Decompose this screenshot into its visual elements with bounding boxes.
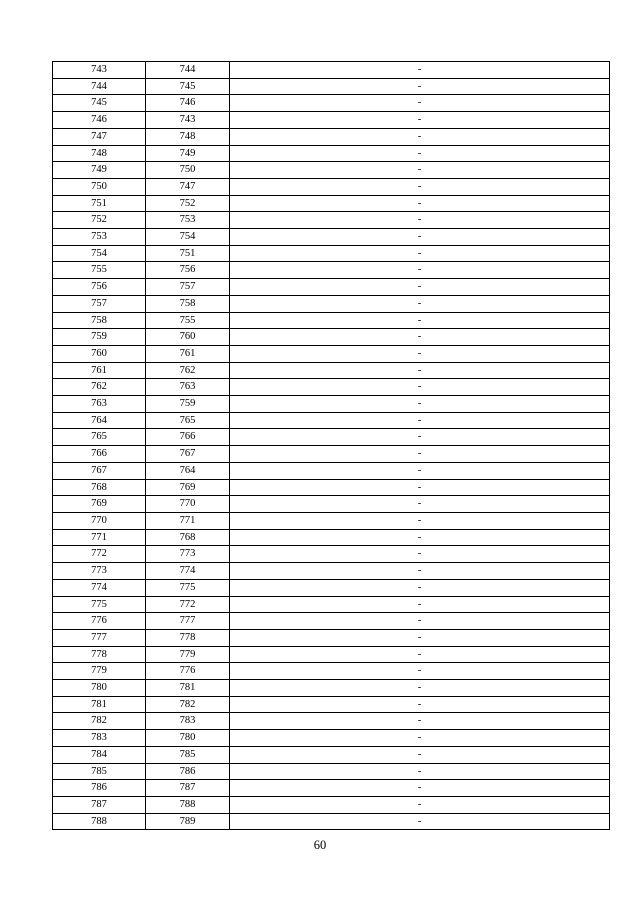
table-cell-col2: 789 <box>146 813 230 830</box>
table-cell-col1: 755 <box>53 262 146 279</box>
table-cell-col1: 788 <box>53 813 146 830</box>
table-cell-col1: 782 <box>53 713 146 730</box>
table-cell-col1: 772 <box>53 546 146 563</box>
table-cell-col3: - <box>230 763 610 780</box>
table-cell-col2: 762 <box>146 362 230 379</box>
table-row <box>53 396 610 413</box>
table-row <box>53 295 610 312</box>
table-cell-col2: 760 <box>146 329 230 346</box>
table-row <box>53 62 610 79</box>
table-cell-col2: 761 <box>146 345 230 362</box>
table-cell-col3: - <box>230 730 610 747</box>
table-cell-col3: - <box>230 579 610 596</box>
table-cell-col3: - <box>230 279 610 296</box>
table-cell-col2: 778 <box>146 629 230 646</box>
table-cell-col3: - <box>230 429 610 446</box>
table-cell-col2: 743 <box>146 112 230 129</box>
table-cell-col3: - <box>230 112 610 129</box>
table-cell-col2: 750 <box>146 162 230 179</box>
table-cell-col3: - <box>230 746 610 763</box>
table-cell-col3: - <box>230 396 610 413</box>
table-cell-col1: 783 <box>53 730 146 747</box>
table-cell-col3: - <box>230 78 610 95</box>
table-cell-col2: 775 <box>146 579 230 596</box>
table-row <box>53 763 610 780</box>
table-row <box>53 195 610 212</box>
table-cell-col1: 781 <box>53 696 146 713</box>
table-row <box>53 329 610 346</box>
table-row <box>53 229 610 246</box>
table-cell-col1: 774 <box>53 579 146 596</box>
table-cell-col1: 744 <box>53 78 146 95</box>
table-cell-col2: 785 <box>146 746 230 763</box>
table-cell-col3: - <box>230 546 610 563</box>
table-cell-col3: - <box>230 780 610 797</box>
table-cell-col3: - <box>230 512 610 529</box>
table-cell-col1: 779 <box>53 663 146 680</box>
table-cell-col1: 770 <box>53 512 146 529</box>
table-cell-col3: - <box>230 362 610 379</box>
table-row <box>53 579 610 596</box>
table-cell-col2: 787 <box>146 780 230 797</box>
table-cell-col2: 747 <box>146 178 230 195</box>
table-cell-col3: - <box>230 95 610 112</box>
table-row <box>53 496 610 513</box>
table-cell-col2: 773 <box>146 546 230 563</box>
table-row <box>53 796 610 813</box>
table-cell-col1: 754 <box>53 245 146 262</box>
table-cell-col1: 745 <box>53 95 146 112</box>
table-row <box>53 479 610 496</box>
table-cell-col1: 761 <box>53 362 146 379</box>
table-cell-col1: 757 <box>53 295 146 312</box>
table-cell-col3: - <box>230 496 610 513</box>
table-cell-col3: - <box>230 62 610 79</box>
table-row <box>53 78 610 95</box>
table-row <box>53 162 610 179</box>
table-cell-col1: 785 <box>53 763 146 780</box>
table-cell-col3: - <box>230 663 610 680</box>
table-row <box>53 312 610 329</box>
table-cell-col1: 767 <box>53 462 146 479</box>
table-cell-col1: 762 <box>53 379 146 396</box>
table-cell-col1: 768 <box>53 479 146 496</box>
table-cell-col3: - <box>230 596 610 613</box>
table-cell-col3: - <box>230 680 610 697</box>
table-cell-col1: 760 <box>53 345 146 362</box>
table-cell-col3: - <box>230 178 610 195</box>
table-row <box>53 345 610 362</box>
table-cell-col3: - <box>230 446 610 463</box>
table-row <box>53 128 610 145</box>
table-cell-col3: - <box>230 696 610 713</box>
table-cell-col2: 748 <box>146 128 230 145</box>
table-cell-col2: 777 <box>146 613 230 630</box>
table-cell-col3: - <box>230 212 610 229</box>
table-cell-col3: - <box>230 329 610 346</box>
table-row <box>53 262 610 279</box>
table-cell-col3: - <box>230 379 610 396</box>
table-row <box>53 746 610 763</box>
table-cell-col3: - <box>230 412 610 429</box>
table-cell-col1: 747 <box>53 128 146 145</box>
table-cell-col3: - <box>230 128 610 145</box>
table-cell-col2: 769 <box>146 479 230 496</box>
table-cell-col3: - <box>230 462 610 479</box>
table-cell-col1: 753 <box>53 229 146 246</box>
table-cell-col2: 780 <box>146 730 230 747</box>
table-cell-col3: - <box>230 629 610 646</box>
page-number: 60 <box>313 838 327 852</box>
table-cell-col1: 776 <box>53 613 146 630</box>
table-row <box>53 379 610 396</box>
table-row <box>53 813 610 830</box>
table-cell-col3: - <box>230 713 610 730</box>
table-cell-col1: 746 <box>53 112 146 129</box>
table-cell-col1: 769 <box>53 496 146 513</box>
table-row <box>53 462 610 479</box>
table-cell-col2: 764 <box>146 462 230 479</box>
table-cell-col1: 743 <box>53 62 146 79</box>
table-row <box>53 412 610 429</box>
table-cell-col3: - <box>230 646 610 663</box>
table-cell-col2: 772 <box>146 596 230 613</box>
table-cell-col2: 779 <box>146 646 230 663</box>
table-row <box>53 696 610 713</box>
table-row <box>53 145 610 162</box>
table-cell-col1: 749 <box>53 162 146 179</box>
table-cell-col2: 771 <box>146 512 230 529</box>
table-cell-col3: - <box>230 262 610 279</box>
table-cell-col1: 787 <box>53 796 146 813</box>
table-cell-col3: - <box>230 479 610 496</box>
table-row <box>53 512 610 529</box>
table-row <box>53 529 610 546</box>
table-row <box>53 629 610 646</box>
table-cell-col1: 780 <box>53 680 146 697</box>
table-cell-col2: 759 <box>146 396 230 413</box>
table-cell-col2: 752 <box>146 195 230 212</box>
table-cell-col2: 788 <box>146 796 230 813</box>
table-cell-col1: 763 <box>53 396 146 413</box>
table-row <box>53 429 610 446</box>
table-row <box>53 563 610 580</box>
table-cell-col3: - <box>230 312 610 329</box>
table-cell-col2: 746 <box>146 95 230 112</box>
table-cell-col2: 749 <box>146 145 230 162</box>
table-cell-col2: 757 <box>146 279 230 296</box>
table-cell-col2: 774 <box>146 563 230 580</box>
table-cell-col3: - <box>230 229 610 246</box>
table-cell-col3: - <box>230 195 610 212</box>
table-cell-col3: - <box>230 345 610 362</box>
table-cell-col2: 768 <box>146 529 230 546</box>
table-row <box>53 95 610 112</box>
table-cell-col1: 775 <box>53 596 146 613</box>
table-cell-col2: 744 <box>146 62 230 79</box>
table-cell-col1: 765 <box>53 429 146 446</box>
table-row <box>53 446 610 463</box>
table-row <box>53 112 610 129</box>
table-cell-col1: 764 <box>53 412 146 429</box>
table-cell-col2: 754 <box>146 229 230 246</box>
table-row <box>53 663 610 680</box>
table-row <box>53 680 610 697</box>
table-cell-col1: 752 <box>53 212 146 229</box>
table-row <box>53 212 610 229</box>
table-cell-col3: - <box>230 162 610 179</box>
table-cell-col2: 767 <box>146 446 230 463</box>
table-cell-col1: 773 <box>53 563 146 580</box>
table-cell-col3: - <box>230 295 610 312</box>
table-body <box>53 62 610 830</box>
table-cell-col2: 766 <box>146 429 230 446</box>
table-cell-col1: 756 <box>53 279 146 296</box>
table-cell-col3: - <box>230 813 610 830</box>
table-cell-col2: 753 <box>146 212 230 229</box>
table-cell-col1: 777 <box>53 629 146 646</box>
table-row <box>53 596 610 613</box>
table-cell-col1: 758 <box>53 312 146 329</box>
table-cell-col1: 771 <box>53 529 146 546</box>
table-cell-col1: 750 <box>53 178 146 195</box>
table-row <box>53 613 610 630</box>
table-cell-col3: - <box>230 563 610 580</box>
table-cell-col2: 781 <box>146 680 230 697</box>
table-cell-col2: 745 <box>146 78 230 95</box>
table-row <box>53 713 610 730</box>
table-row <box>53 730 610 747</box>
table-cell-col1: 751 <box>53 195 146 212</box>
table-cell-col2: 776 <box>146 663 230 680</box>
table-row <box>53 178 610 195</box>
table-cell-col3: - <box>230 613 610 630</box>
table-cell-col1: 786 <box>53 780 146 797</box>
table-row <box>53 646 610 663</box>
table-cell-col1: 766 <box>53 446 146 463</box>
data-table <box>52 61 610 830</box>
table-row <box>53 546 610 563</box>
table-row <box>53 245 610 262</box>
table-cell-col2: 763 <box>146 379 230 396</box>
table-cell-col2: 758 <box>146 295 230 312</box>
table-cell-col2: 783 <box>146 713 230 730</box>
table-row <box>53 780 610 797</box>
table-cell-col1: 778 <box>53 646 146 663</box>
table-row <box>53 279 610 296</box>
table-cell-col2: 786 <box>146 763 230 780</box>
table-cell-col3: - <box>230 529 610 546</box>
table-cell-col2: 756 <box>146 262 230 279</box>
table-cell-col2: 751 <box>146 245 230 262</box>
table-cell-col2: 782 <box>146 696 230 713</box>
table-cell-col3: - <box>230 796 610 813</box>
table-cell-col3: - <box>230 245 610 262</box>
table-cell-col2: 755 <box>146 312 230 329</box>
table-cell-col1: 748 <box>53 145 146 162</box>
table-cell-col1: 759 <box>53 329 146 346</box>
table-cell-col1: 784 <box>53 746 146 763</box>
table-cell-col2: 770 <box>146 496 230 513</box>
table-cell-col2: 765 <box>146 412 230 429</box>
table-cell-col3: - <box>230 145 610 162</box>
table-row <box>53 362 610 379</box>
